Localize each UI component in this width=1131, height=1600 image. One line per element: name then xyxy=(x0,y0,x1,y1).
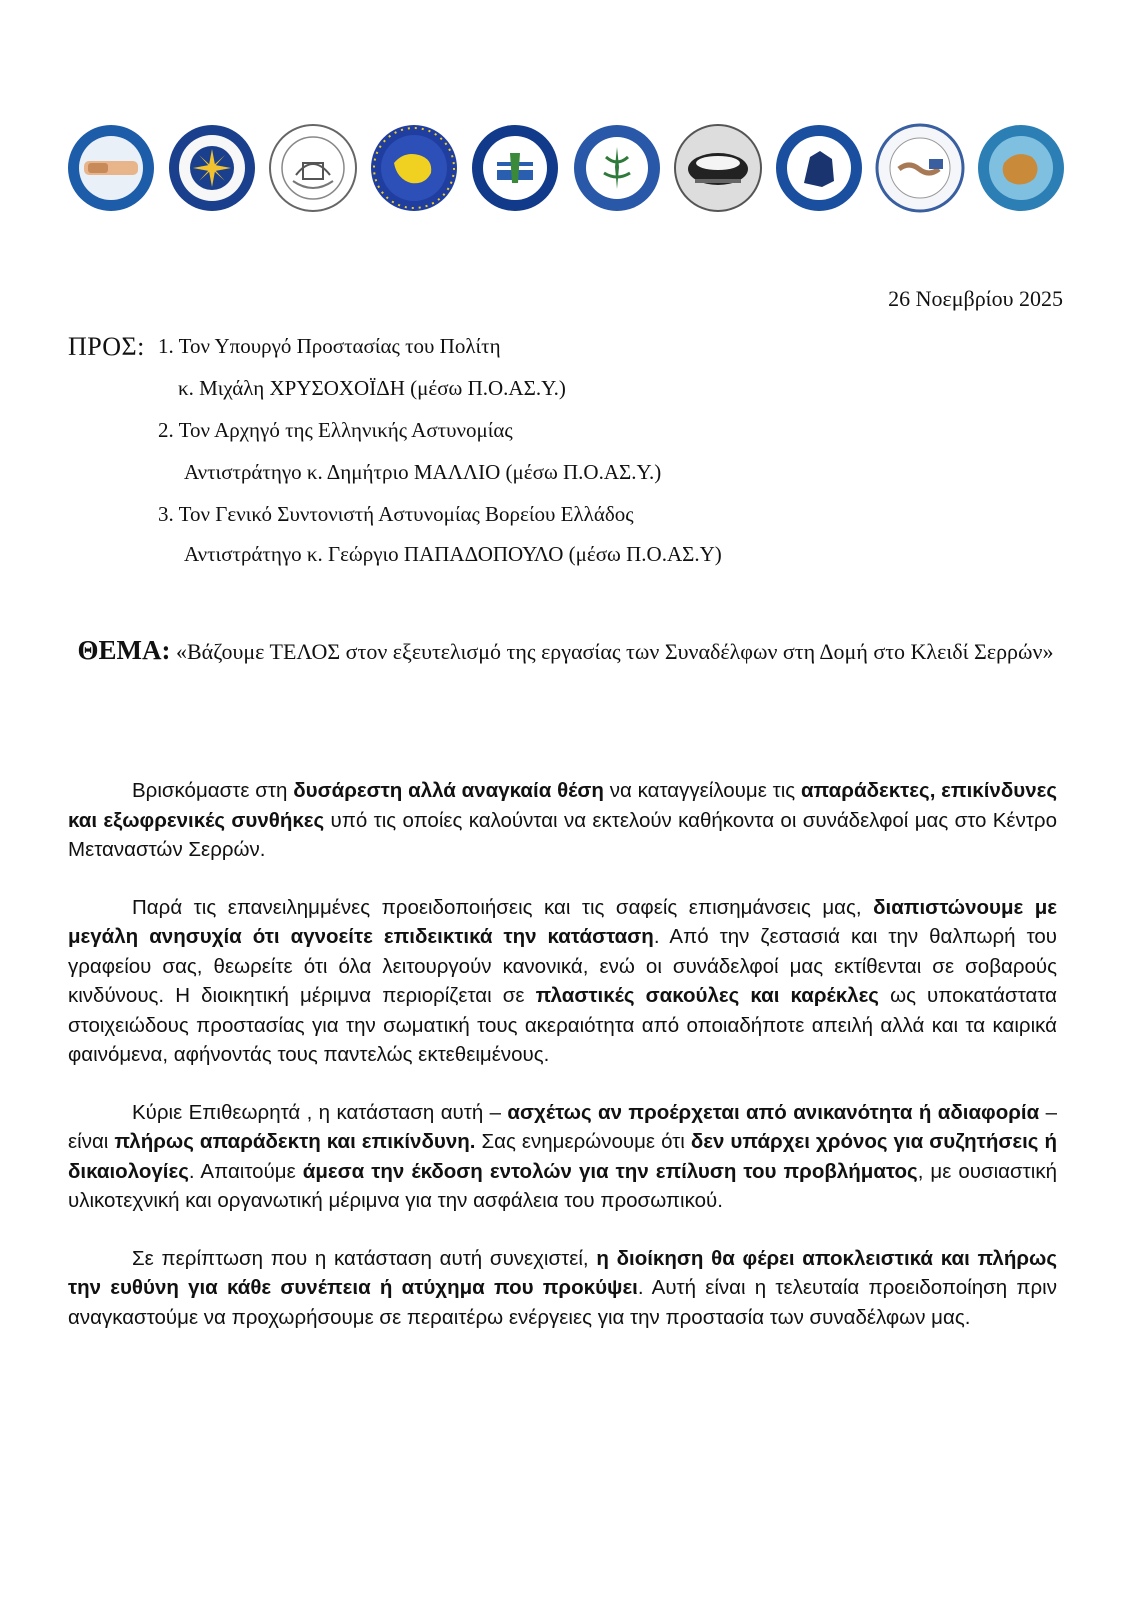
p4-text-2: . Αυτή είναι η τελευταία προειδοποίηση πριν αναγκαστούμε να προχωρήσουμε σε περαιτέρω ενέργειες για την προστασία των συναδέλφων μας. xyxy=(68,1276,1057,1329)
recipient-3-line-1: 3. Τον Γενικό Συντονιστή Αστυνομίας Βορείου Ελλάδος xyxy=(158,502,634,526)
p4-bold-1: η διοίκηση θα φέρει αποκλειστικά και πλήρως την ευθύνη για κάθε συνέπεια ή ατύχημα που προκύψει xyxy=(68,1246,1057,1299)
subject-text: «Βάζουμε ΤΕΛΟΣ στον εξευτελισμό της εργασίας των Συναδέλφων στη Δομή στο Κλειδί Σερρών» xyxy=(176,639,1054,664)
p3-text-1: Κύριε Επιθεωρητά , η κατάσταση αυτή – xyxy=(132,1100,508,1124)
subject-label: ΘΕΜΑ: xyxy=(77,635,171,665)
recipient-3-line-2: Αντιστράτηγο κ. Γεώργιο ΠΑΠΑΔΟΠΟΥΛΟ (μέσω Π.Ο.ΑΣ.Υ) xyxy=(184,542,722,566)
recipient-2-line-2: Αντιστράτηγο κ. Δημήτριο ΜΑΛΛΙΟ (μέσω Π.Ο.ΑΣ.Υ.) xyxy=(184,460,662,484)
recipient-1-line-1: 1. Τον Υπουργό Προστασίας του Πολίτη xyxy=(158,334,501,358)
recipient-2-line-1: 2. Τον Αρχηγό της Ελληνικής Αστυνομίας xyxy=(158,418,513,442)
p3-bold-4: άμεσα την έκδοση εντολών για την επίλυση του προβλήματος xyxy=(302,1159,918,1183)
union-logo-3 xyxy=(268,123,358,213)
p2-bold-1: διαπιστώνουμε με μεγάλη ανησυχία ότι αγνοείτε επιδεικτικά την κατάσταση xyxy=(68,895,1057,948)
p2-text-2: . Από την ζεστασιά και την θαλπωρή του γραφείου σας, θεωρείτε ότι όλα λειτουργούν κανονικά, ενώ οι συνάδελφοί μας εκτίθενται σε σοβαρούς κινδύνους. Η διοικητική μέριμνα περιορίζεται σε xyxy=(68,925,1057,1007)
paragraph-3 xyxy=(68,1098,1057,1216)
p2-text-1: Παρά τις επανειλημμένες προειδοποιήσεις και τις σαφείς επισημάνσεις μας, xyxy=(132,895,874,919)
union-logo-6 xyxy=(572,123,662,213)
union-logo-9 xyxy=(875,123,965,213)
union-logo-10 xyxy=(976,123,1066,213)
letter-date: 26 Νοεμβρίου 2025 xyxy=(888,286,1063,311)
p2-text-3: ως υποκατάστατα στοιχειώδους προστασίας για την σωματική τους ακεραιότητα από οποιαδήποτε απειλή αλλά και τα καιρικά φαινόμενα, αφήνοντάς τους παντελώς εκτεθειμένους. xyxy=(68,984,1057,1066)
p1-bold-1: δυσάρεστη αλλά αναγκαία θέση xyxy=(293,779,604,802)
paragraph-2 xyxy=(68,893,1057,1070)
paragraph-4 xyxy=(68,1244,1057,1333)
p3-bold-2: πλήρως απαράδεκτη και επικίνδυνη. xyxy=(114,1130,476,1153)
p3-bold-3: δεν υπάρχει χρόνος για συζητήσεις ή δικαιολογίες xyxy=(68,1130,1057,1183)
p3-bold-1: ασχέτως αν προέρχεται από ανικανότητα ή αδιαφορία xyxy=(507,1100,1040,1124)
p3-text-3: Σας ενημερώνουμε ότι xyxy=(475,1130,691,1153)
p1-text-3: υπό τις οποίες καλούνται να εκτελούν καθήκοντα οι συνάδελφοί μας στο Κέντρο Μεταναστών Σερρών. xyxy=(68,808,1057,861)
union-logo-7 xyxy=(673,123,763,213)
union-logo-1 xyxy=(66,123,156,213)
union-logo-5 xyxy=(470,123,560,213)
logos-row xyxy=(66,122,1066,214)
recipients-label: ΠΡΟΣ: xyxy=(68,332,145,361)
p3-text-5: , με ουσιαστική υλικοτεχνική και οργανωτική μέριμνα για την ασφάλεια του προσωπικού. xyxy=(68,1159,1057,1212)
p3-text-4: . Απαιτούμε xyxy=(188,1159,303,1183)
p3-text-2: – είναι xyxy=(68,1100,1057,1153)
p2-bold-2: πλαστικές σακούλες και καρέκλες xyxy=(535,984,879,1007)
letter-body xyxy=(68,776,1057,1360)
p1-text-2: να καταγγείλουμε τις xyxy=(603,779,801,802)
subject-line xyxy=(66,632,1065,670)
paragraph-1 xyxy=(68,776,1057,865)
p1-bold-2: απαράδεκτες, επικίνδυνες και εξωφρενικές συνθήκες xyxy=(68,779,1057,832)
p4-text-1: Σε περίπτωση που η κατάσταση αυτή συνεχιστεί, xyxy=(132,1246,597,1270)
p1-text-1: Βρισκόμαστε στη xyxy=(132,779,294,802)
recipient-1-line-2: κ. Μιχάλη ΧΡΥΣΟΧΟΪΔΗ (μέσω Π.Ο.ΑΣ.Υ.) xyxy=(178,376,566,400)
union-logo-2 xyxy=(167,123,257,213)
union-logo-4 xyxy=(369,123,459,213)
union-logo-8 xyxy=(774,123,864,213)
